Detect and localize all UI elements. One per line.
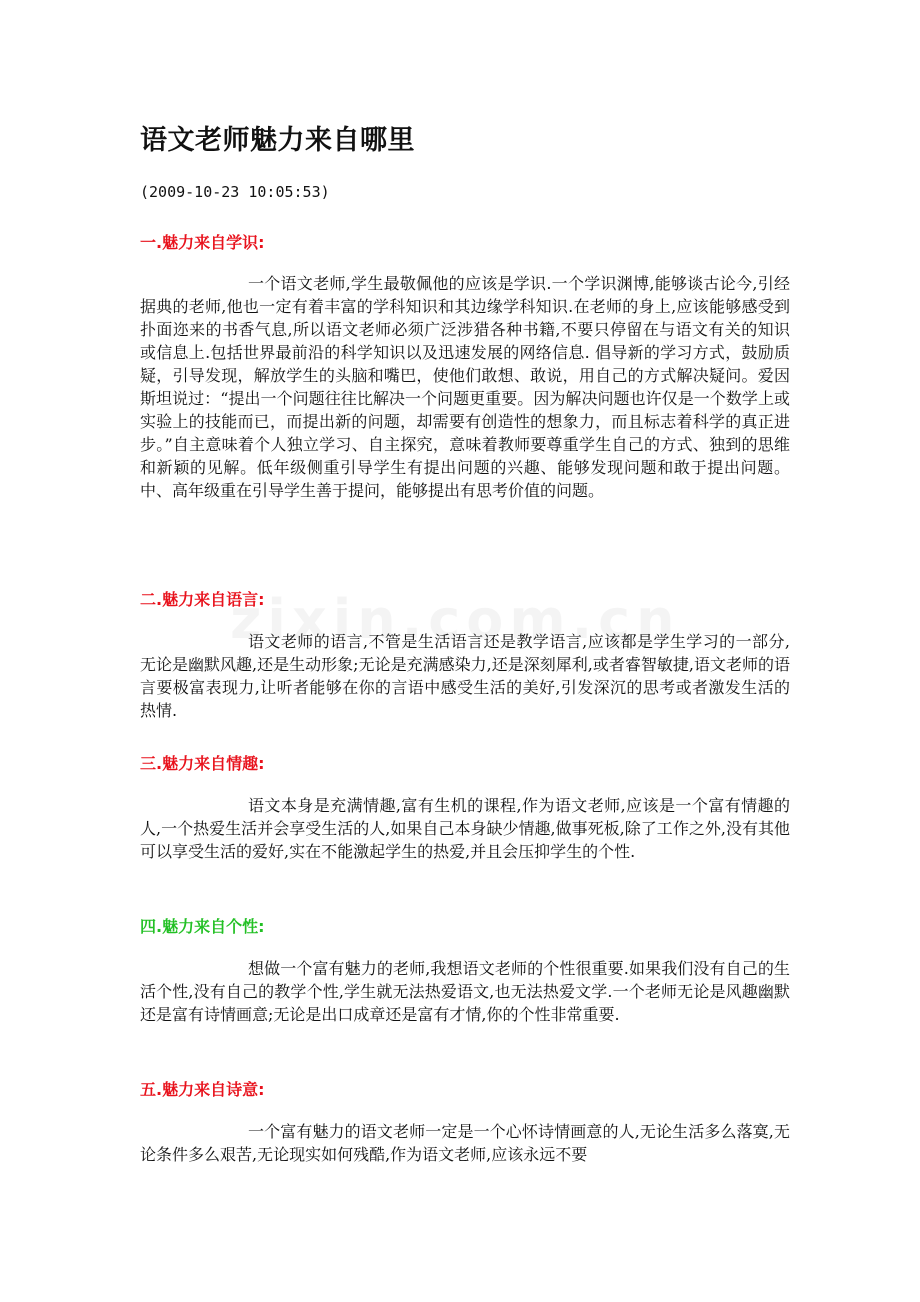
section-body-interest: 语文本身是充满情趣,富有生机的课程,作为语文老师,应该是一个富有情趣的人,一个热爱生活并会享受生活的人,如果自己本身缺少情趣,做事死板,除了工作之外,没有其他可以享受生活的爱好,实在不能激起学生的热爱,并且会压抑学生的个性. [140,796,790,861]
post-date: (2009-10-23 10:05:53) [140,183,330,201]
section-heading-language: 二.魅力来自语言: [140,590,265,609]
section-heading-personality: 四.魅力来自个性: [140,917,265,936]
section-heading-interest: 三.魅力来自情趣: [140,754,265,773]
page-title: 语文老师魅力来自哪里 [140,125,415,156]
section-body-poetry: 一个富有魅力的语文老师一定是一个心怀诗情画意的人,无论生活多么落寞,无论条件多么艰苦,无论现实如何残酷,作为语文老师,应该永远不要 [140,1122,790,1164]
section-body-personality: 想做一个富有魅力的老师,我想语文老师的个性很重要.如果我们没有自己的生活个性,没有自己的教学个性,学生就无法热爱语文,也无法热爱文学.一个老师无论是风趣幽默还是富有诗情画意;无论是出口成章还是富有才情,你的个性非常重要. [140,959,790,1024]
section-heading-knowledge: 一.魅力来自学识: [140,233,265,252]
section-heading-poetry: 五.魅力来自诗意: [140,1080,265,1099]
section-body-knowledge: 一个语文老师,学生最敬佩他的应该是学识.一个学识渊博,能够谈古论今,引经据典的老师,他也一定有着丰富的学科知识和其边缘学科知识.在老师的身上,应该能够感受到扑面迩来的书香气息,所以语文老师必须广泛涉猎各种书籍,不要只停留在与语文有关的知识或信息上.包括世界最前沿的科学知识以及迅速发展的网络信息. 倡导新的学习方式，鼓励质疑，引导发现，解放学生的头脑和嘴巴，使他们敢想、敢说，用自己的方式解决疑问。爱因斯坦说过：“提出一个问题往往比解决一个问题更重要。因为解决问题也许仅是一个数学上或实验上的技能而已，而提出新的问题，却需要有创造性的想象力，而且标志着科学的真正进步。”自主意味着个人独立学习、自主探究，意味着教师要尊重学生自己的方式、独到的思维和新颖的见解。低年级侧重引导学生有提出问题的兴趣、能够发现问题和敢于提出问题。中、高年级重在引导学生善于提问，能够提出有思考价值的问题。 [140,274,790,500]
section-body-language: 语文老师的语言,不管是生活语言还是教学语言,应该都是学生学习的一部分,无论是幽默风趣,还是生动形象;无论是充满感染力,还是深刻犀利,或者睿智敏捷,语文老师的语言要极富表现力,让听者能够在你的言语中感受生活的美好,引发深沉的思考或者激发生活的热情. [140,632,790,720]
